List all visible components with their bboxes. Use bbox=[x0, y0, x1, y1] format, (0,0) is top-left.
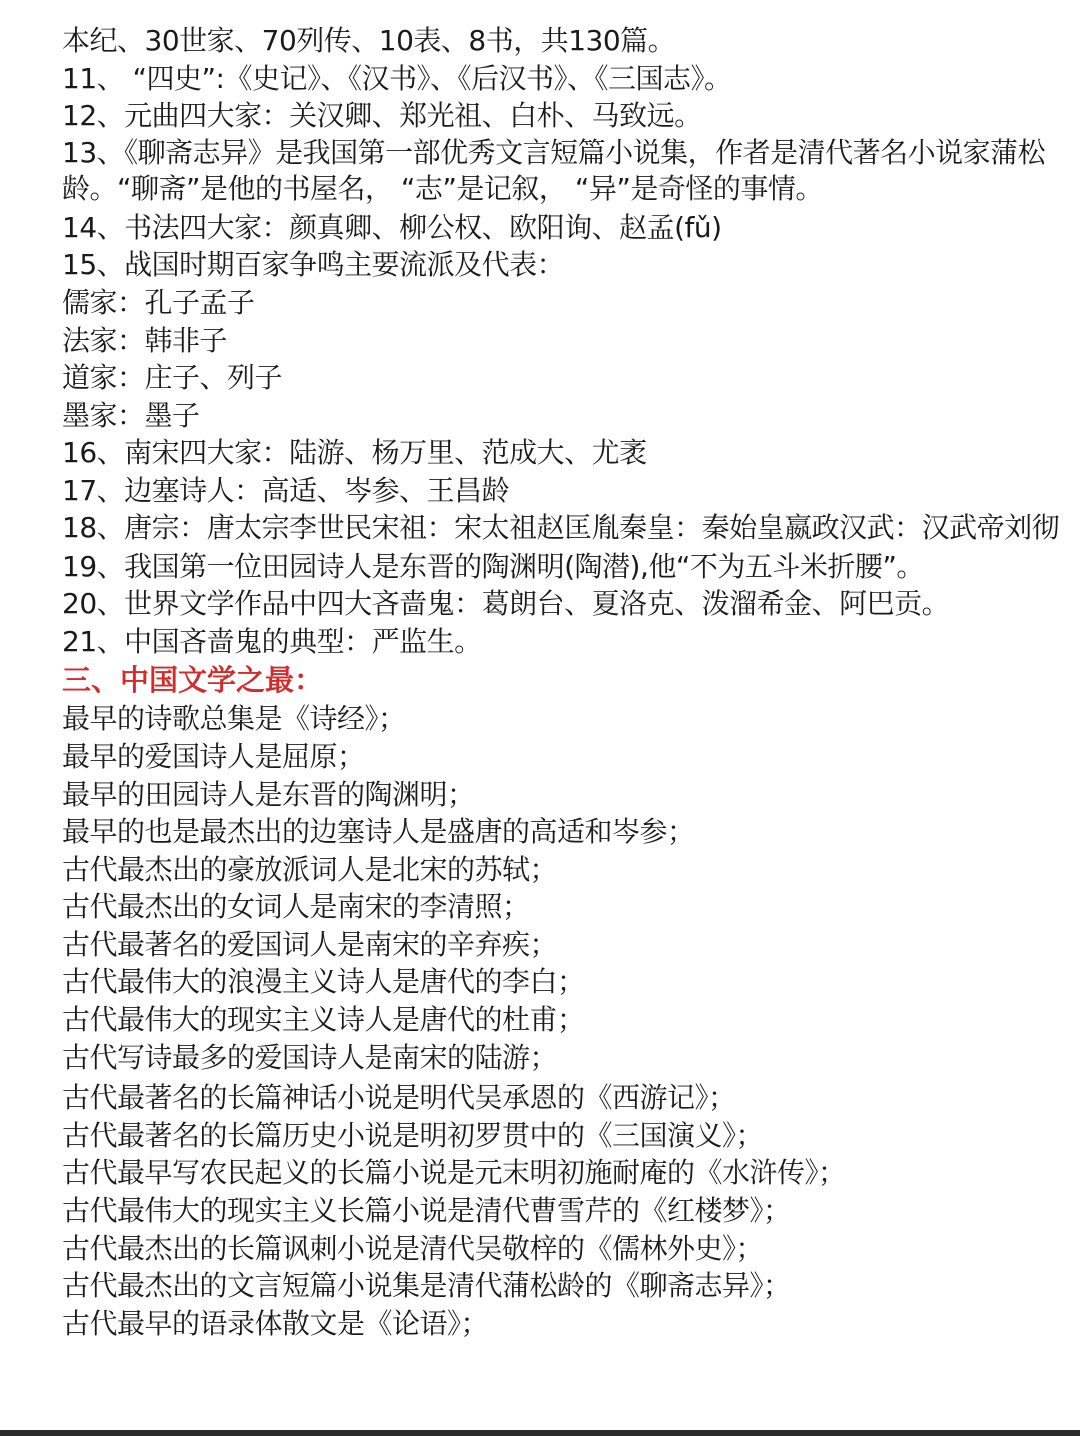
text-line: 古代最著名的长篇神话小说是明代吴承恩的《西游记》； bbox=[62, 1081, 736, 1115]
text-line: 最早的诗歌总集是《诗经》； bbox=[62, 702, 406, 736]
text-line: 最早的田园诗人是东晋的陶渊明； bbox=[62, 777, 475, 811]
text-paragraph: 13、《聊斋志异》是我国第一部优秀文言短篇小说集，作者是清代著名小说家蒲松龄。“聊斋”是他的书屋名， “志”是记叙， “异”是奇怪的事情。 bbox=[62, 135, 1046, 205]
text-line: 古代最杰出的文言短篇小说集是清代蒲松龄的《聊斋志异》； bbox=[62, 1269, 791, 1303]
text-line: 古代最伟大的浪漫主义诗人是唐代的李白； bbox=[62, 965, 585, 999]
text-line: 本纪、30世家、70列传、10表、8书，共130篇。 bbox=[62, 24, 676, 57]
text-line: 古代最杰出的女词人是南宋的李清照； bbox=[62, 890, 530, 924]
text-line: 21、中国吝啬鬼的典型：严监生。 bbox=[62, 624, 482, 658]
text-line: 15、战国时期百家争鸣主要流派及代表： bbox=[62, 248, 565, 282]
text-line: 最早的也是最杰出的边塞诗人是盛唐的高适和岑参； bbox=[62, 815, 695, 849]
text-line: 17、边塞诗人：高适、岑参、王昌龄 bbox=[62, 473, 510, 507]
section-title: 三、中国文学之最： bbox=[62, 663, 324, 698]
text-line: 最早的爱国诗人是屈原； bbox=[62, 739, 365, 773]
text-line: 16、南宋四大家：陆游、杨万里、范成大、尤袤 bbox=[62, 436, 647, 470]
bottom-edge-bar bbox=[0, 1430, 1080, 1436]
text-line: 11、 “四史”:《史记》、《汉书》、《后汉书》、《三国志》。 bbox=[62, 61, 732, 95]
text-line: 20、世界文学作品中四大吝啬鬼：葛朗台、夏洛克、泼溜希金、阿巴贡。 bbox=[62, 587, 950, 621]
text-line: 14、书法四大家：颜真卿、柳公权、欧阳询、赵孟(fǔ) bbox=[62, 210, 722, 244]
document-body bbox=[62, 22, 1062, 1342]
text-line: 12、元曲四大家：关汉卿、郑光祖、白朴、马致远。 bbox=[62, 99, 702, 133]
text-line: 墨家：墨子 bbox=[62, 398, 200, 432]
text-line: 法家：韩非子 bbox=[62, 323, 228, 357]
text-line: 古代写诗最多的爱国诗人是南宋的陆游； bbox=[62, 1040, 558, 1074]
text-line: 古代最伟大的现实主义长篇小说是清代曹雪芹的《红楼梦》； bbox=[62, 1194, 791, 1228]
text-line: 古代最伟大的现实主义诗人是唐代的杜甫； bbox=[62, 1003, 585, 1037]
text-line: 古代最著名的长篇历史小说是明初罗贯中的《三国演义》； bbox=[62, 1118, 764, 1152]
text-line: 19、我国第一位田园诗人是东晋的陶渊明(陶潜),他“不为五斗米折腰”。 bbox=[62, 549, 924, 583]
text-line: 儒家：孔子孟子 bbox=[62, 285, 255, 319]
text-paragraph: 18、唐宗：唐太宗李世民宋祖：宋太祖赵匡胤秦皇：秦始皇嬴政汉武：汉武帝刘彻 bbox=[62, 510, 1060, 544]
text-line: 古代最早写农民起义的长篇小说是元末明初施耐庵的《水浒传》； bbox=[62, 1156, 846, 1190]
text-line: 古代最杰出的豪放派词人是北宋的苏轼； bbox=[62, 852, 558, 886]
text-line: 道家：庄子、列子 bbox=[62, 361, 283, 395]
text-line: 古代最著名的爱国词人是南宋的辛弃疾； bbox=[62, 927, 558, 961]
text-line: 古代最杰出的长篇讽刺小说是清代吴敬梓的《儒林外史》； bbox=[62, 1231, 764, 1265]
text-line: 古代最早的语录体散文是《论语》； bbox=[62, 1306, 489, 1340]
